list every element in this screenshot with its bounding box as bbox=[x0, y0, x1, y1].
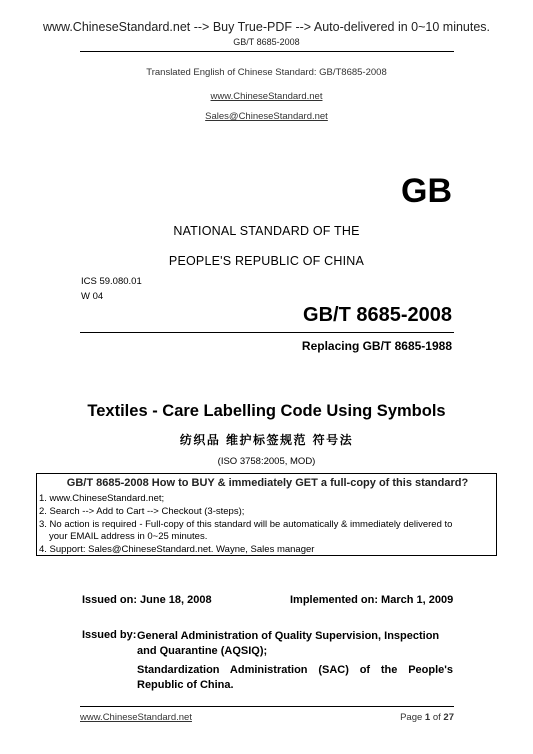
national-standard-line1: NATIONAL STANDARD OF THE bbox=[173, 224, 360, 238]
issuer-aqsiq: General Administration of Quality Supervision, Inspection and Quarantine (AQSIQ); bbox=[137, 630, 440, 657]
buy-step-2: 2. Search --> Add to Cart --> Checkout (3-steps); bbox=[39, 506, 245, 517]
iso-reference: (ISO 3758:2005, MOD) bbox=[217, 456, 316, 467]
header-top-line: www.ChineseStandard.net --> Buy True-PDF --> Auto-delivered in 0~10 minutes. bbox=[42, 20, 491, 34]
issued-date: Issued on: June 18, 2008 bbox=[82, 594, 212, 606]
website-link[interactable]: www.ChineseStandard.net bbox=[210, 91, 323, 102]
national-standard-line2: PEOPLE'S REPUBLIC OF CHINA bbox=[168, 254, 365, 268]
page-prefix: Page bbox=[400, 712, 425, 723]
buy-step-4: 4. Support: Sales@ChineseStandard.net. Wayne, Sales manager bbox=[39, 544, 315, 555]
replacing-note: Replacing GB/T 8685-1988 bbox=[301, 339, 452, 353]
page-total: 27 bbox=[443, 712, 454, 723]
gb-mark: GB bbox=[401, 172, 452, 210]
ics-code: ICS 59.080.01 bbox=[81, 276, 142, 287]
buy-info-box bbox=[36, 473, 497, 556]
email-link[interactable]: Sales@ChineseStandard.net bbox=[205, 111, 328, 122]
footer-divider bbox=[80, 706, 454, 707]
issued-by-label: Issued by: bbox=[82, 629, 137, 641]
footer-website-link[interactable]: www.ChineseStandard.net bbox=[80, 712, 192, 723]
issuer-sac: Standardization Administration (SAC) of the People's Republic of China. bbox=[137, 664, 453, 691]
page-of: of bbox=[430, 712, 444, 723]
title-english: Textiles - Care Labelling Code Using Symbols bbox=[87, 402, 446, 420]
buy-step-3-continued: your EMAIL address in 0~25 minutes. bbox=[49, 531, 208, 542]
standard-number: GB/T 8685-2008 bbox=[303, 304, 452, 326]
header-sub-line: GB/T 8685-2008 bbox=[233, 37, 300, 47]
buy-step-1: 1. www.ChineseStandard.net; bbox=[39, 493, 165, 504]
w-code: W 04 bbox=[81, 291, 104, 302]
title-chinese: 纺织品 维护标签规范 符号法 bbox=[179, 433, 354, 447]
header-divider bbox=[80, 51, 454, 52]
translation-note: Translated English of Chinese Standard: GB/T8685-2008 bbox=[146, 67, 387, 78]
buy-step-3: 3. No action is required - Full-copy of this standard will be automatically & immediately delivered to bbox=[39, 519, 453, 530]
page-indicator bbox=[340, 712, 454, 723]
page-current: 1 bbox=[424, 712, 431, 723]
standard-divider bbox=[80, 332, 454, 333]
buy-box-title: GB/T 8685-2008 How to BUY & immediately GET a full-copy of this standard? bbox=[66, 477, 469, 489]
implemented-date: Implemented on: March 1, 2009 bbox=[290, 594, 454, 606]
